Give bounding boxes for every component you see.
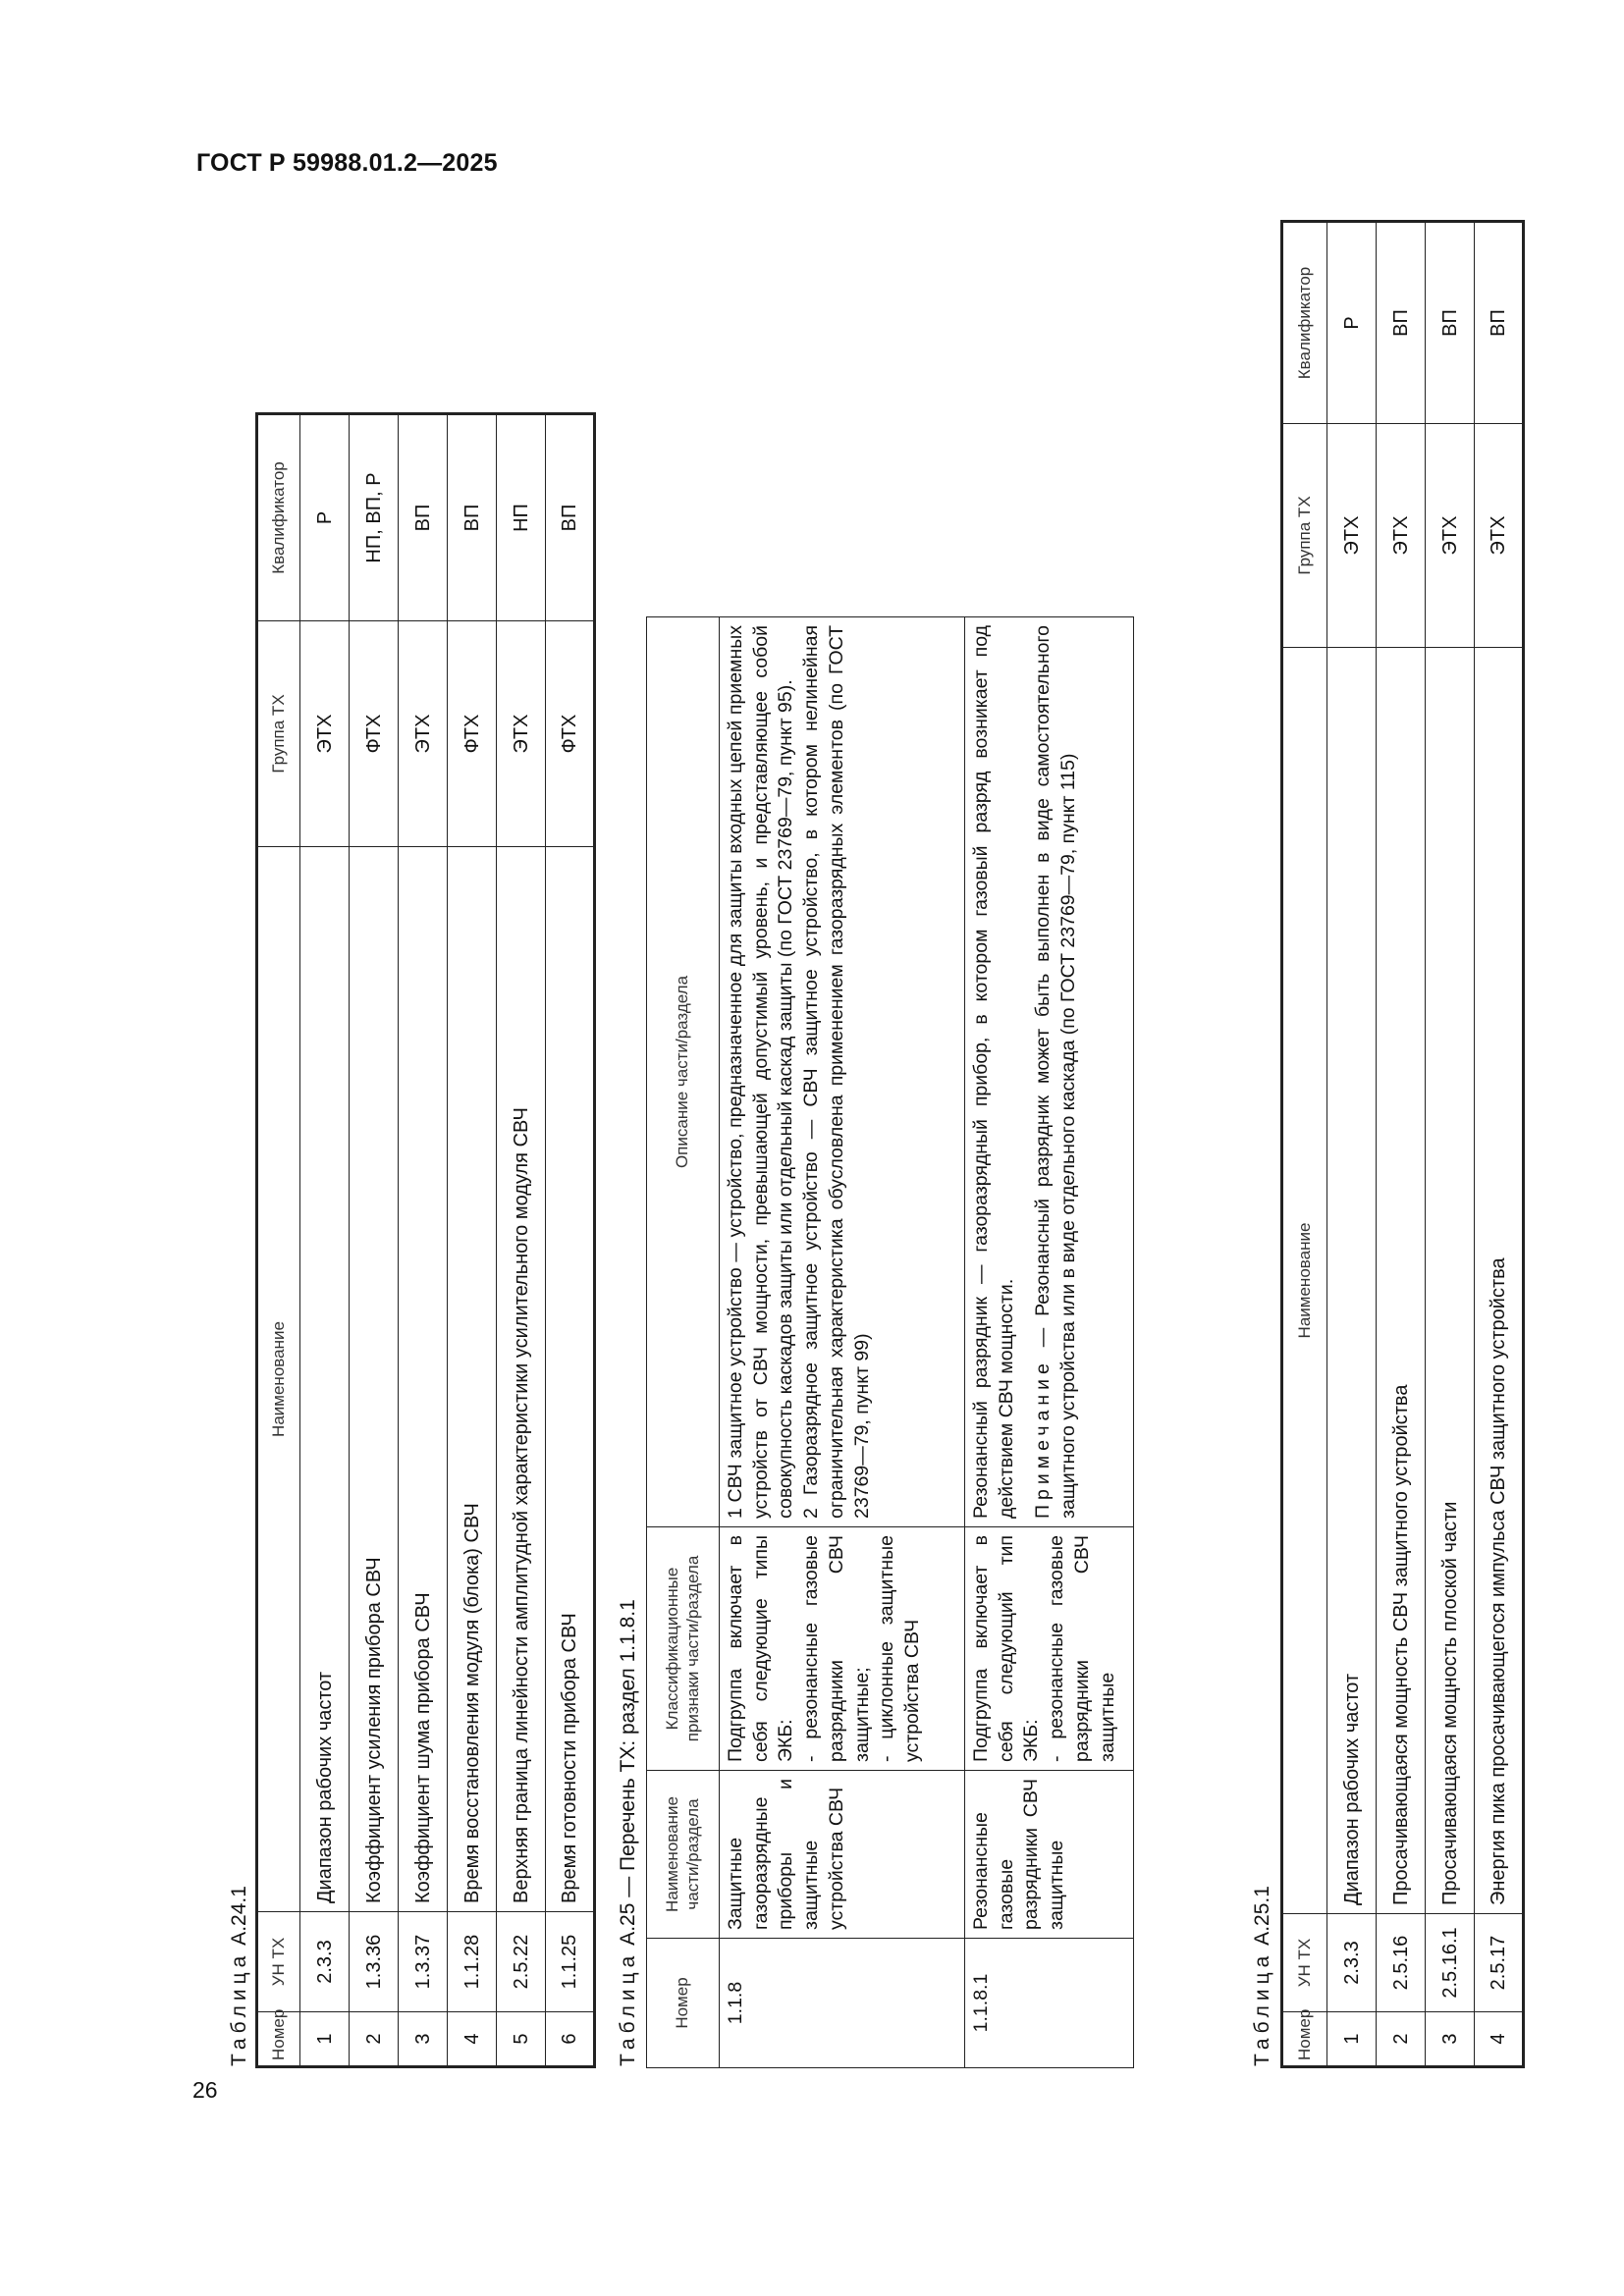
table-header-row bbox=[647, 617, 720, 2068]
col-header-un-tx: УН ТХ bbox=[257, 1912, 300, 2012]
cell-name: Время восстановления модуля (блока) СВЧ bbox=[448, 847, 497, 1912]
cell-number: 4 bbox=[1475, 2012, 1524, 2067]
cell-qualifier: ВП bbox=[1426, 222, 1475, 424]
cell-un-tx: 1.3.36 bbox=[350, 1912, 399, 2012]
desc-line: 1 СВЧ защитное устройство — устройство, предназначенное для защиты входных цепей приемных устройств от СВЧ мощности, превышающей допустимый уровень, и представляющее собой совокупность каскадов защиты или отдельный каскад защиты (по ГОСТ 23769—79, пункт 95). bbox=[725, 625, 797, 1519]
cell-name: Коэффициент шума прибора СВЧ bbox=[399, 847, 448, 1912]
col-header-description: Описание части/раздела bbox=[647, 617, 720, 1527]
col-header-qualifier: Квалификатор bbox=[1282, 222, 1327, 424]
cell-un-tx: 1.3.37 bbox=[399, 1912, 448, 2012]
cell-un-tx: 1.1.25 bbox=[546, 1912, 595, 2012]
cell-un-tx: 2.3.3 bbox=[300, 1912, 350, 2012]
col-header-group: Группа ТХ bbox=[257, 621, 300, 847]
cell-number: 3 bbox=[1426, 2012, 1475, 2067]
cell-number: 1 bbox=[1327, 2012, 1377, 2067]
cell-un-tx: 2.3.3 bbox=[1327, 1914, 1377, 2012]
table-row bbox=[497, 414, 546, 2067]
cell-qualifier: НП bbox=[497, 414, 546, 621]
col-header-qualifier: Квалификатор bbox=[257, 414, 300, 621]
table-row bbox=[399, 414, 448, 2067]
class-line: - резонансные газовые разрядники СВЧ защитные bbox=[1046, 1535, 1118, 1762]
table-header-row bbox=[257, 414, 300, 2067]
cell-group: ЭТХ bbox=[300, 621, 350, 847]
cell-qualifier: ВП bbox=[1475, 222, 1524, 424]
cell-name: Время готовности прибора СВЧ bbox=[546, 847, 595, 1912]
cell-un-tx: 2.5.16.1 bbox=[1426, 1914, 1475, 2012]
cell-number: 3 bbox=[399, 2012, 448, 2067]
cell-group: ЭТХ bbox=[399, 621, 448, 847]
table-row bbox=[448, 414, 497, 2067]
table-a25-1-caption: Таблица А.25.1 bbox=[1251, 1886, 1273, 2066]
class-line: Подгруппа включает в себя следующие типы ЭКБ: bbox=[725, 1535, 797, 1762]
rotated-tables-block bbox=[226, 223, 1542, 2068]
cell-part-name: Резонансные газовые разрядники СВЧ защитные bbox=[965, 1771, 1134, 1939]
table-row bbox=[1426, 222, 1475, 2067]
col-header-un-tx: УН ТХ bbox=[1282, 1914, 1327, 2012]
table-row bbox=[720, 617, 965, 2068]
col-header-name: Наименование bbox=[1282, 648, 1327, 1914]
cell-name: Просачивающаяся мощность плоской части bbox=[1426, 648, 1475, 1914]
class-line: - резонансные газовые разрядники СВЧ защитные; bbox=[800, 1535, 873, 1762]
cell-number: 2 bbox=[1377, 2012, 1426, 2067]
cell-number: 2 bbox=[350, 2012, 399, 2067]
cell-description bbox=[720, 617, 965, 1527]
cell-class-features bbox=[720, 1527, 965, 1771]
table-a24-1-caption: Таблица А.24.1 bbox=[228, 1886, 250, 2066]
col-header-class-features: Классификационные признаки части/раздела bbox=[647, 1527, 720, 1771]
cell-name: Коэффициент усиления прибора СВЧ bbox=[350, 847, 399, 1912]
cell-number: 6 bbox=[546, 2012, 595, 2067]
cell-number: 1 bbox=[300, 2012, 350, 2067]
note bbox=[1031, 625, 1081, 1519]
desc-main: Резонансный разрядник — газоразрядный прибор, в котором газовый разряд возникает под действием СВЧ мощности. bbox=[970, 625, 1017, 1519]
cell-name: Верхняя граница линейности амплитудной характеристики усилительного модуля СВЧ bbox=[497, 847, 546, 1912]
cell-group: ЭТХ bbox=[1475, 424, 1524, 648]
col-header-group: Группа ТХ bbox=[1282, 424, 1327, 648]
table-row bbox=[1475, 222, 1524, 2067]
cell-un-tx: 1.1.28 bbox=[448, 1912, 497, 2012]
cell-number: 4 bbox=[448, 2012, 497, 2067]
class-line: Подгруппа включает в себя следующий тип ЭКБ: bbox=[970, 1535, 1043, 1762]
cell-qualifier: ВП bbox=[1377, 222, 1426, 424]
cell-number: 1.1.8.1 bbox=[965, 1939, 1134, 2068]
cell-group: ФТХ bbox=[350, 621, 399, 847]
note-label: Примечание bbox=[1032, 1359, 1055, 1519]
cell-group: ЭТХ bbox=[1327, 424, 1377, 648]
table-a24-1 bbox=[255, 412, 596, 2068]
cell-number: 5 bbox=[497, 2012, 546, 2067]
cell-group: ФТХ bbox=[448, 621, 497, 847]
cell-name: Просачивающаяся мощность СВЧ защитного устройства bbox=[1377, 648, 1426, 1914]
cell-qualifier: ВП bbox=[399, 414, 448, 621]
cell-part-name: Защитные газоразрядные приборы и защитные устройства СВЧ bbox=[720, 1771, 965, 1939]
document-header: ГОСТ Р 59988.01.2—2025 bbox=[196, 149, 498, 177]
cell-qualifier: Р bbox=[1327, 222, 1377, 424]
col-header-name: Наименование bbox=[257, 847, 300, 1912]
cell-group: ЭТХ bbox=[1377, 424, 1426, 648]
cell-name: Энергия пика просачивающегося импульса СВЧ защитного устройства bbox=[1475, 648, 1524, 1914]
table-header-row bbox=[1282, 222, 1327, 2067]
table-row bbox=[350, 414, 399, 2067]
cell-group: ФТХ bbox=[546, 621, 595, 847]
col-header-number: Номер bbox=[257, 2012, 300, 2067]
cell-qualifier: ВП bbox=[448, 414, 497, 621]
cell-qualifier: ВП bbox=[546, 414, 595, 621]
table-a25-1 bbox=[1280, 220, 1525, 2068]
table-row bbox=[1377, 222, 1426, 2067]
class-line: - циклонные защитные устройства СВЧ bbox=[876, 1535, 924, 1762]
cell-name: Диапазон рабочих частот bbox=[1327, 648, 1377, 1914]
table-a25-caption: Таблица А.25 — Перечень ТХ: раздел 1.1.8.1 bbox=[617, 1599, 639, 2066]
cell-group: ЭТХ bbox=[497, 621, 546, 847]
note-text: — Резонансный разрядник может быть выполнен в виде самостоятельного защитного устройства или в виде отдельного каскада (по ГОСТ 23769—79, пункт 115) bbox=[1032, 625, 1080, 1519]
cell-name: Диапазон рабочих частот bbox=[300, 847, 350, 1912]
table-row bbox=[1327, 222, 1377, 2067]
col-header-number: Номер bbox=[1282, 2012, 1327, 2067]
cell-qualifier: Р bbox=[300, 414, 350, 621]
cell-qualifier: НП, ВП, Р bbox=[350, 414, 399, 621]
desc-line: 2 Газоразрядное защитное устройство — СВЧ защитное устройство, в котором нелинейная ограничительная характеристика обусловлена применением газоразрядных элементов (по ГОСТ 23769—79, пункт 99) bbox=[800, 625, 873, 1519]
table-row bbox=[546, 414, 595, 2067]
col-header-number: Номер bbox=[647, 1939, 720, 2068]
cell-number: 1.1.8 bbox=[720, 1939, 965, 2068]
cell-group: ЭТХ bbox=[1426, 424, 1475, 648]
cell-un-tx: 2.5.17 bbox=[1475, 1914, 1524, 2012]
page-number: 26 bbox=[192, 2077, 218, 2103]
col-header-part-name: Наименование части/раздела bbox=[647, 1771, 720, 1939]
cell-un-tx: 2.5.22 bbox=[497, 1912, 546, 2012]
table-row bbox=[300, 414, 350, 2067]
cell-class-features bbox=[965, 1527, 1134, 1771]
cell-un-tx: 2.5.16 bbox=[1377, 1914, 1426, 2012]
cell-description bbox=[965, 617, 1134, 1527]
table-row bbox=[965, 617, 1134, 2068]
table-a25 bbox=[646, 616, 1134, 2068]
